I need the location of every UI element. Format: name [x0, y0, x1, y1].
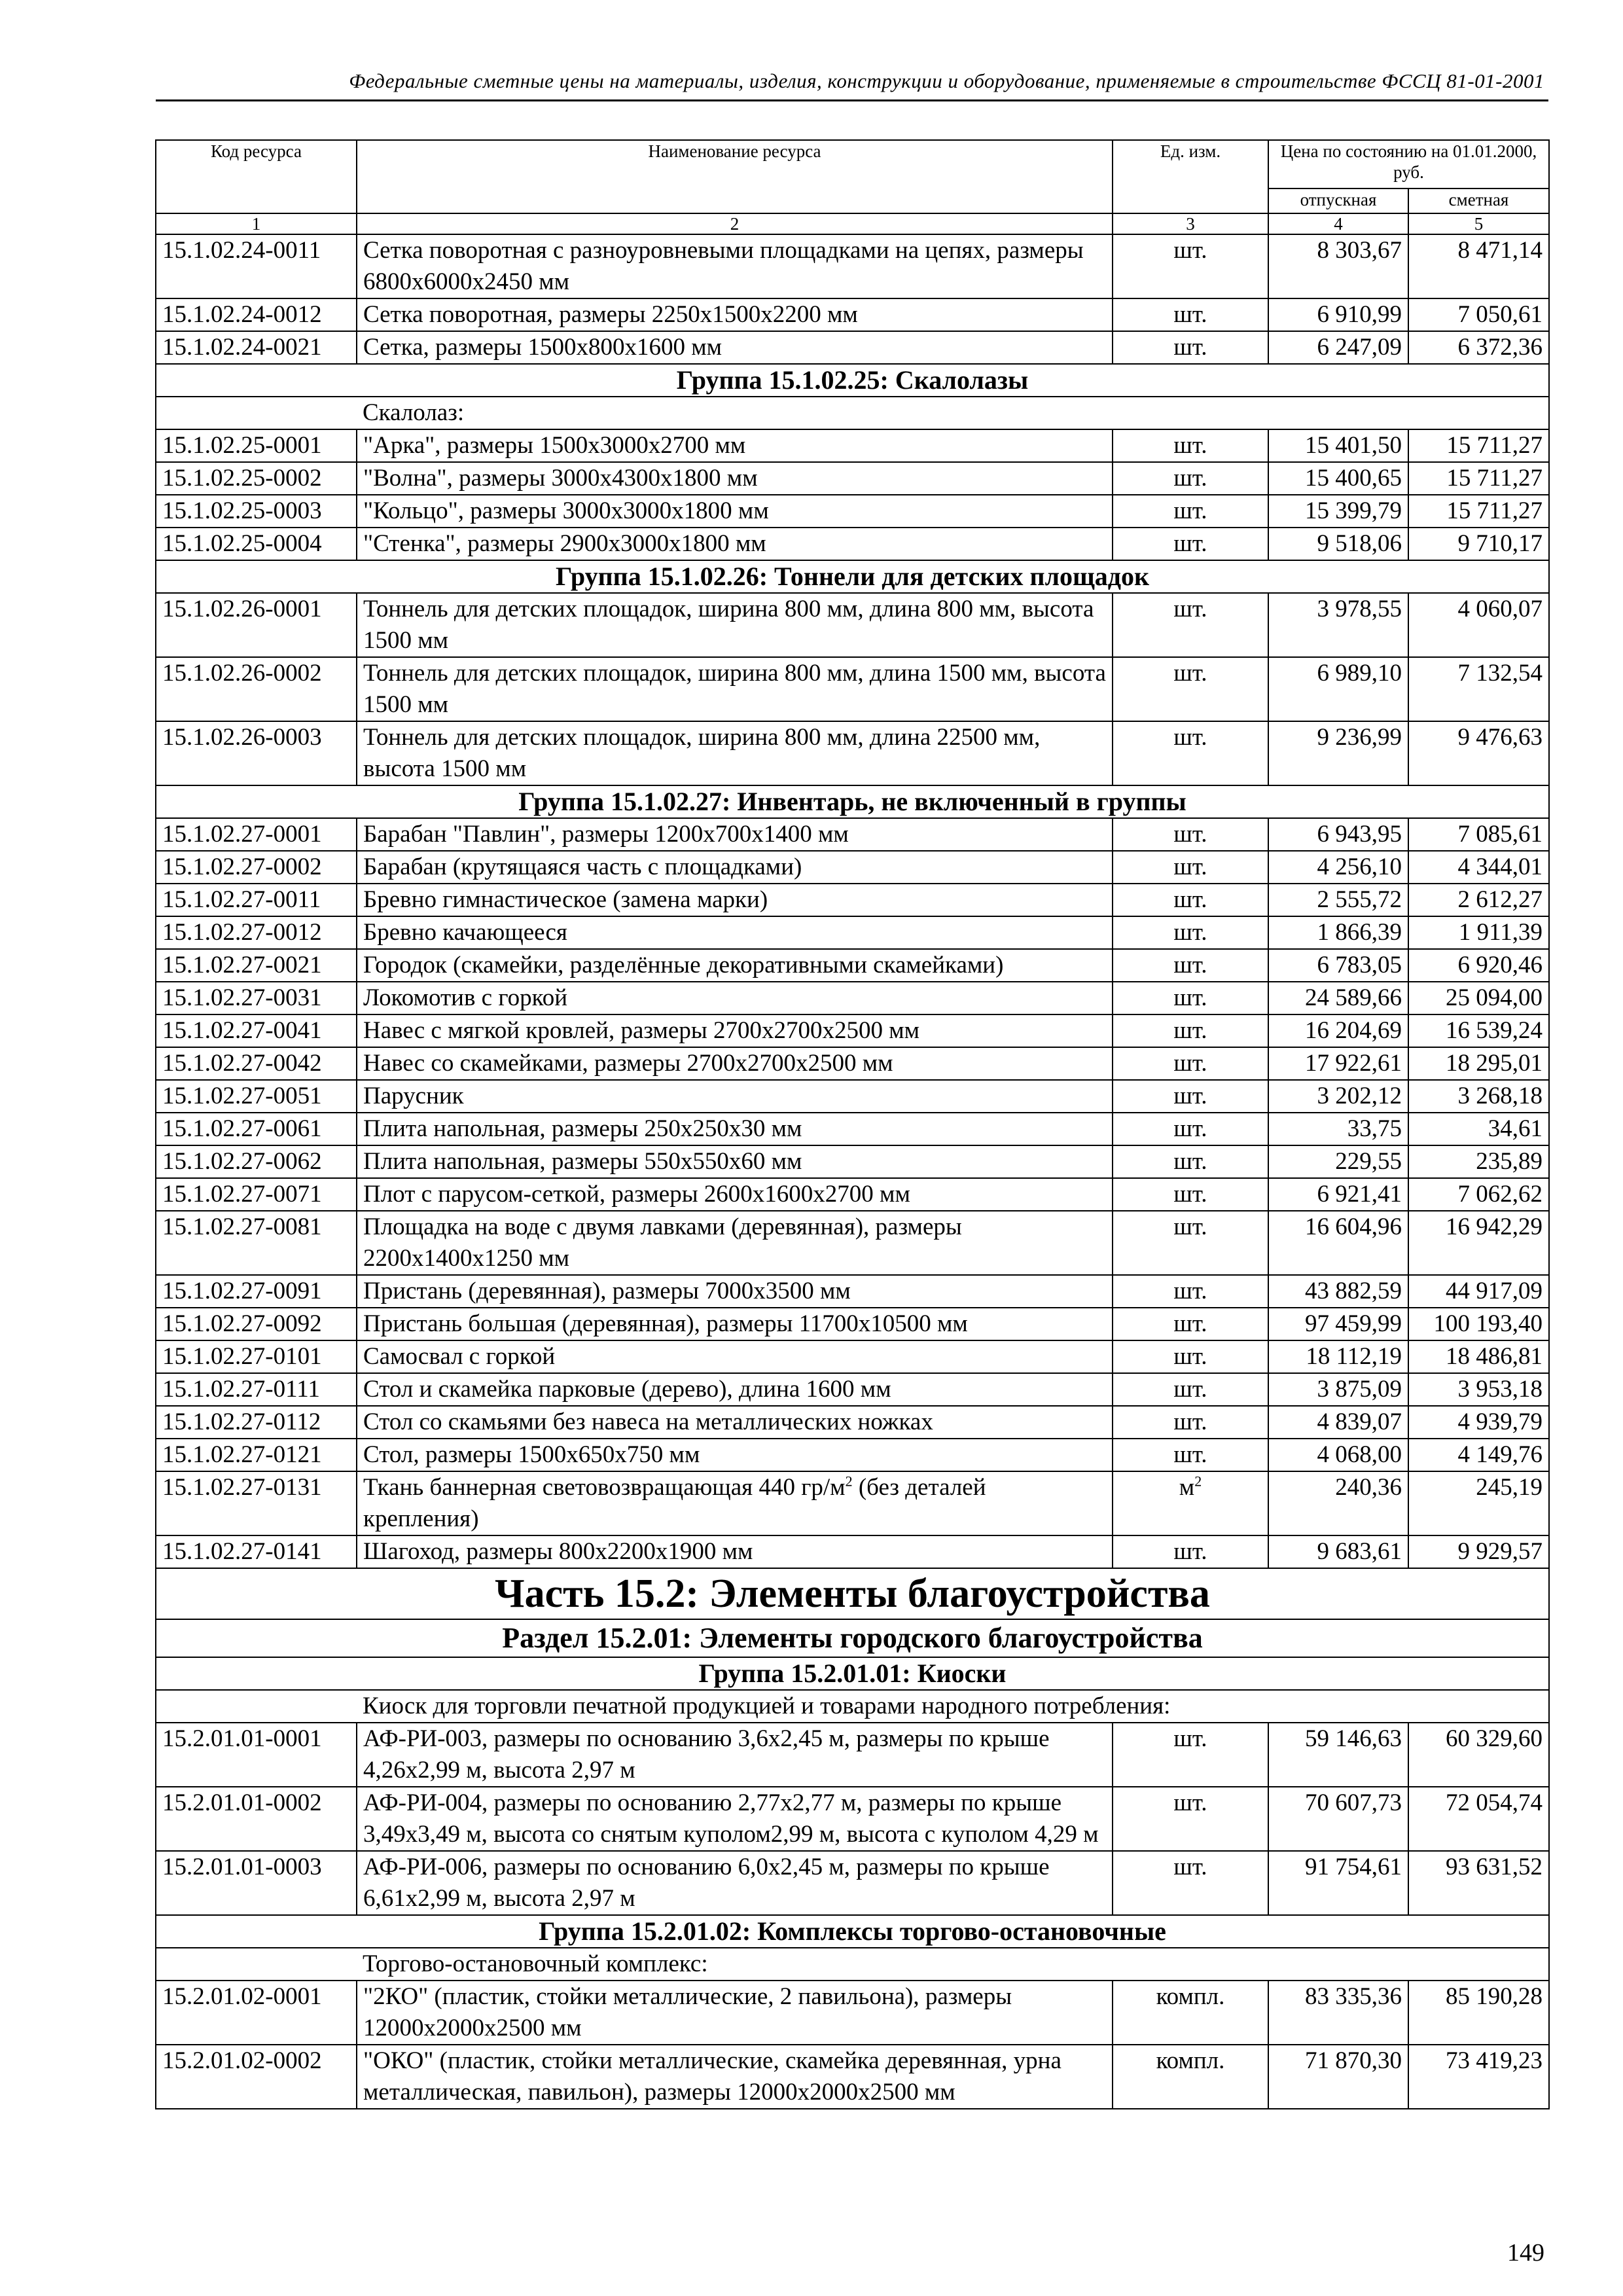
- resource-code: 15.1.02.27-0031: [156, 982, 357, 1014]
- price-table: [155, 139, 1550, 2109]
- resource-unit: шт.: [1113, 1373, 1268, 1406]
- release-price: 15 400,65: [1268, 462, 1408, 495]
- release-price: 15 401,50: [1268, 429, 1408, 462]
- header-release-price: отпускная: [1268, 188, 1408, 213]
- estimate-price: 15 711,27: [1408, 429, 1549, 462]
- resource-unit: шт.: [1113, 1275, 1268, 1308]
- part-heading: Часть 15.2: Элементы благоустройства: [156, 1568, 1549, 1619]
- subheading-row: [156, 1948, 1549, 1981]
- table-row: [156, 1340, 1549, 1373]
- resource-unit: шт.: [1113, 234, 1268, 298]
- resource-unit: шт.: [1113, 916, 1268, 949]
- resource-unit: шт.: [1113, 982, 1268, 1014]
- resource-code: 15.1.02.27-0021: [156, 949, 357, 982]
- estimate-price: 7 050,61: [1408, 298, 1549, 331]
- resource-code: 15.1.02.26-0002: [156, 657, 357, 721]
- estimate-price: 3 268,18: [1408, 1080, 1549, 1113]
- table-row: [156, 331, 1549, 364]
- resource-name: Ткань баннерная световозвращающая 440 $гр/м^2$ (без деталей крепления): [357, 1471, 1113, 1535]
- resource-code: 15.1.02.25-0003: [156, 495, 357, 528]
- estimate-price: 16 942,29: [1408, 1211, 1549, 1275]
- resource-code: 15.2.01.01-0002: [156, 1787, 357, 1851]
- column-number: 5: [1408, 213, 1549, 234]
- release-price: 1 866,39: [1268, 916, 1408, 949]
- resource-code: 15.1.02.27-0042: [156, 1047, 357, 1080]
- resource-unit: шт.: [1113, 1308, 1268, 1340]
- page-number: 149: [1507, 2239, 1544, 2267]
- resource-name: Сетка, размеры 1500х800х1600 мм: [357, 331, 1113, 364]
- table-row: [156, 1439, 1549, 1471]
- resource-name: АФ-РИ-004, размеры по основанию 2,77х2,77 м, размеры по крыше 3,49х3,49 м, высота со снятым куполом2,99 м, высота с куполом 4,29 м: [357, 1787, 1113, 1851]
- estimate-price: 2 612,27: [1408, 884, 1549, 916]
- release-price: 70 607,73: [1268, 1787, 1408, 1851]
- resource-name: Бревно гимнастическое (замена марки): [357, 884, 1113, 916]
- estimate-price: 100 193,40: [1408, 1308, 1549, 1340]
- resource-code: 15.1.02.27-0081: [156, 1211, 357, 1275]
- estimate-price: 34,61: [1408, 1113, 1549, 1145]
- resource-unit: шт.: [1113, 1340, 1268, 1373]
- release-price: 6 989,10: [1268, 657, 1408, 721]
- header-code: Код ресурса: [156, 140, 357, 213]
- subheading-text: Торгово-остановочный комплекс:: [357, 1948, 1549, 1981]
- resource-name: Барабан (крутящаяся часть с площадками): [357, 851, 1113, 884]
- subheading-text: Скалолаз:: [357, 397, 1549, 429]
- resource-unit: шт.: [1113, 1014, 1268, 1047]
- resource-code: 15.1.02.24-0012: [156, 298, 357, 331]
- table-row: [156, 2045, 1549, 2109]
- release-price: 9 518,06: [1268, 528, 1408, 560]
- resource-name: Пристань большая (деревянная), размеры 11700х10500 мм: [357, 1308, 1113, 1340]
- resource-code: 15.1.02.27-0011: [156, 884, 357, 916]
- table-row: [156, 1981, 1549, 2045]
- release-price: 6 943,95: [1268, 818, 1408, 851]
- resource-name: Барабан "Павлин", размеры 1200х700х1400 мм: [357, 818, 1113, 851]
- resource-unit: шт.: [1113, 1406, 1268, 1439]
- release-price: 229,55: [1268, 1145, 1408, 1178]
- resource-unit: $м^2$: [1113, 1471, 1268, 1535]
- resource-unit: шт.: [1113, 1178, 1268, 1211]
- resource-code: 15.2.01.02-0001: [156, 1981, 357, 2045]
- estimate-price: 235,89: [1408, 1145, 1549, 1178]
- resource-code: 15.1.02.27-0071: [156, 1178, 357, 1211]
- resource-name: "Арка", размеры 1500х3000х2700 мм: [357, 429, 1113, 462]
- table-row: [156, 1535, 1549, 1568]
- release-price: 33,75: [1268, 1113, 1408, 1145]
- table-row: [156, 593, 1549, 657]
- group-heading: Группа 15.1.02.25: Скалолазы: [156, 364, 1549, 397]
- table-row: [156, 495, 1549, 528]
- table-row: [156, 916, 1549, 949]
- release-price: 4 068,00: [1268, 1439, 1408, 1471]
- group-heading-row: [156, 364, 1549, 397]
- resource-unit: шт.: [1113, 1439, 1268, 1471]
- release-price: 6 910,99: [1268, 298, 1408, 331]
- group-heading-row: [156, 560, 1549, 593]
- column-number: 3: [1113, 213, 1268, 234]
- estimate-price: 72 054,74: [1408, 1787, 1549, 1851]
- resource-code: 15.1.02.25-0001: [156, 429, 357, 462]
- estimate-price: 60 329,60: [1408, 1723, 1549, 1787]
- resource-unit: шт.: [1113, 851, 1268, 884]
- table-row: [156, 818, 1549, 851]
- resource-unit: шт.: [1113, 721, 1268, 785]
- resource-unit: шт.: [1113, 429, 1268, 462]
- table-header-row: [156, 140, 1549, 188]
- estimate-price: 7 085,61: [1408, 818, 1549, 851]
- release-price: 6 247,09: [1268, 331, 1408, 364]
- subheading-text: Киоск для торговли печатной продукцией и товарами народного потребления:: [357, 1690, 1549, 1723]
- resource-name: АФ-РИ-003, размеры по основанию 3,6х2,45 м, размеры по крыше 4,26х2,99 м, высота 2,97 м: [357, 1723, 1113, 1787]
- release-price: 3 875,09: [1268, 1373, 1408, 1406]
- release-price: 16 604,96: [1268, 1211, 1408, 1275]
- column-number: 1: [156, 213, 357, 234]
- table-row: [156, 462, 1549, 495]
- resource-code: 15.2.01.02-0002: [156, 2045, 357, 2109]
- resource-name: Шагоход, размеры 800х2200х1900 мм: [357, 1535, 1113, 1568]
- table-row: [156, 949, 1549, 982]
- resource-unit: шт.: [1113, 1113, 1268, 1145]
- subheading-spacer: [156, 1690, 357, 1723]
- table-row: [156, 1723, 1549, 1787]
- estimate-price: 15 711,27: [1408, 495, 1549, 528]
- resource-unit: шт.: [1113, 949, 1268, 982]
- estimate-price: 9 710,17: [1408, 528, 1549, 560]
- release-price: 97 459,99: [1268, 1308, 1408, 1340]
- resource-name: Сетка поворотная с разноуровневыми площадками на цепях, размеры 6800х6000х2450 мм: [357, 234, 1113, 298]
- resource-name: Стол, размеры 1500х650х750 мм: [357, 1439, 1113, 1471]
- release-price: 3 202,12: [1268, 1080, 1408, 1113]
- table-row: [156, 1471, 1549, 1535]
- estimate-price: 4 149,76: [1408, 1439, 1549, 1471]
- resource-name: Стол со скамьями без навеса на металлических ножках: [357, 1406, 1113, 1439]
- table-row: [156, 657, 1549, 721]
- resource-name: "Стенка", размеры 2900х3000х1800 мм: [357, 528, 1113, 560]
- estimate-price: 3 953,18: [1408, 1373, 1549, 1406]
- resource-unit: шт.: [1113, 593, 1268, 657]
- subheading-row: [156, 1690, 1549, 1723]
- running-header: Федеральные сметные цены на материалы, изделия, конструкции и оборудование, применяемые в строительстве ФССЦ 81-01-2001: [349, 69, 1544, 92]
- resource-unit: шт.: [1113, 462, 1268, 495]
- table-body: [156, 234, 1549, 2109]
- release-price: 9 236,99: [1268, 721, 1408, 785]
- column-number: 2: [357, 213, 1113, 234]
- group-heading: Группа 15.1.02.27: Инвентарь, не включенный в группы: [156, 785, 1549, 818]
- resource-unit: шт.: [1113, 818, 1268, 851]
- estimate-price: 4 060,07: [1408, 593, 1549, 657]
- estimate-price: 93 631,52: [1408, 1851, 1549, 1915]
- resource-unit: шт.: [1113, 298, 1268, 331]
- resource-name: Городок (скамейки, разделённые декоративными скамейками): [357, 949, 1113, 982]
- table-row: [156, 528, 1549, 560]
- resource-name: Самосвал с горкой: [357, 1340, 1113, 1373]
- header-estimate-price: сметная: [1408, 188, 1549, 213]
- resource-unit: шт.: [1113, 1851, 1268, 1915]
- resource-code: 15.1.02.27-0041: [156, 1014, 357, 1047]
- group-heading-row: [156, 1657, 1549, 1690]
- table-row: [156, 1787, 1549, 1851]
- resource-name: Навес со скамейками, размеры 2700х2700х2500 мм: [357, 1047, 1113, 1080]
- resource-code: 15.1.02.27-0141: [156, 1535, 357, 1568]
- estimate-price: 18 295,01: [1408, 1047, 1549, 1080]
- resource-code: 15.1.02.27-0091: [156, 1275, 357, 1308]
- resource-name: Навес с мягкой кровлей, размеры 2700х2700х2500 мм: [357, 1014, 1113, 1047]
- section-heading-row: [156, 1619, 1549, 1657]
- group-heading-row: [156, 1915, 1549, 1948]
- estimate-price: 9 476,63: [1408, 721, 1549, 785]
- estimate-price: 15 711,27: [1408, 462, 1549, 495]
- resource-code: 15.1.02.27-0111: [156, 1373, 357, 1406]
- header-unit: Ед. изм.: [1113, 140, 1268, 213]
- group-heading-row: [156, 785, 1549, 818]
- table-row: [156, 1211, 1549, 1275]
- estimate-price: 4 344,01: [1408, 851, 1549, 884]
- resource-unit: шт.: [1113, 657, 1268, 721]
- release-price: 9 683,61: [1268, 1535, 1408, 1568]
- resource-name: "Кольцо", размеры 3000х3000х1800 мм: [357, 495, 1113, 528]
- release-price: 6 921,41: [1268, 1178, 1408, 1211]
- table-row: [156, 1080, 1549, 1113]
- estimate-price: 18 486,81: [1408, 1340, 1549, 1373]
- release-price: 6 783,05: [1268, 949, 1408, 982]
- resource-code: 15.1.02.27-0012: [156, 916, 357, 949]
- estimate-price: 16 539,24: [1408, 1014, 1549, 1047]
- table-row: [156, 234, 1549, 298]
- resource-name: "ОКО" (пластик, стойки металлические, скамейка деревянная, урна металлическая, павильон), размеры 12000х2000х2500 мм: [357, 2045, 1113, 2109]
- estimate-price: 1 911,39: [1408, 916, 1549, 949]
- resource-code: 15.1.02.27-0062: [156, 1145, 357, 1178]
- estimate-price: 9 929,57: [1408, 1535, 1549, 1568]
- release-price: 4 256,10: [1268, 851, 1408, 884]
- release-price: 83 335,36: [1268, 1981, 1408, 2045]
- resource-unit: шт.: [1113, 1145, 1268, 1178]
- resource-unit: шт.: [1113, 1787, 1268, 1851]
- resource-unit: шт.: [1113, 1211, 1268, 1275]
- release-price: 8 303,67: [1268, 234, 1408, 298]
- release-price: 24 589,66: [1268, 982, 1408, 1014]
- header-rule: [156, 99, 1548, 101]
- resource-name: Плот с парусом-сеткой, размеры 2600х1600х2700 мм: [357, 1178, 1113, 1211]
- release-price: 4 839,07: [1268, 1406, 1408, 1439]
- resource-unit: шт.: [1113, 1080, 1268, 1113]
- resource-code: 15.1.02.27-0061: [156, 1113, 357, 1145]
- resource-name: "2КО" (пластик, стойки металлические, 2 павильона), размеры 12000х2000х2500 мм: [357, 1981, 1113, 2045]
- resource-unit: шт.: [1113, 528, 1268, 560]
- release-price: 17 922,61: [1268, 1047, 1408, 1080]
- resource-code: 15.1.02.27-0121: [156, 1439, 357, 1471]
- table-row: [156, 1014, 1549, 1047]
- subheading-row: [156, 397, 1549, 429]
- table-row: [156, 1851, 1549, 1915]
- resource-code: 15.1.02.26-0001: [156, 593, 357, 657]
- table-row: [156, 1178, 1549, 1211]
- resource-code: 15.1.02.26-0003: [156, 721, 357, 785]
- resource-code: 15.1.02.27-0051: [156, 1080, 357, 1113]
- table-row: [156, 1275, 1549, 1308]
- resource-unit: шт.: [1113, 884, 1268, 916]
- resource-unit: шт.: [1113, 331, 1268, 364]
- resource-code: 15.1.02.27-0002: [156, 851, 357, 884]
- table-row: [156, 1113, 1549, 1145]
- release-price: 2 555,72: [1268, 884, 1408, 916]
- release-price: 91 754,61: [1268, 1851, 1408, 1915]
- header-name: Наименование ресурса: [357, 140, 1113, 213]
- resource-unit: компл.: [1113, 2045, 1268, 2109]
- table-row: [156, 851, 1549, 884]
- resource-name: Тоннель для детских площадок, ширина 800 мм, длина 1500 мм, высота 1500 мм: [357, 657, 1113, 721]
- table-row: [156, 721, 1549, 785]
- resource-name: "Волна", размеры 3000х4300х1800 мм: [357, 462, 1113, 495]
- subheading-spacer: [156, 1948, 357, 1981]
- resource-code: 15.1.02.24-0011: [156, 234, 357, 298]
- table-row: [156, 982, 1549, 1014]
- resource-unit: шт.: [1113, 1047, 1268, 1080]
- estimate-price: 6 920,46: [1408, 949, 1549, 982]
- resource-name: Площадка на воде с двумя лавками (деревянная), размеры 2200х1400х1250 мм: [357, 1211, 1113, 1275]
- release-price: 59 146,63: [1268, 1723, 1408, 1787]
- part-heading-row: [156, 1568, 1549, 1619]
- release-price: 15 399,79: [1268, 495, 1408, 528]
- resource-unit: компл.: [1113, 1981, 1268, 2045]
- resource-code: 15.1.02.25-0002: [156, 462, 357, 495]
- resource-code: 15.1.02.27-0101: [156, 1340, 357, 1373]
- resource-code: 15.2.01.01-0003: [156, 1851, 357, 1915]
- table-row: [156, 1047, 1549, 1080]
- estimate-price: 73 419,23: [1408, 2045, 1549, 2109]
- resource-name: Тоннель для детских площадок, ширина 800 мм, длина 800 мм, высота 1500 мм: [357, 593, 1113, 657]
- resource-code: 15.2.01.01-0001: [156, 1723, 357, 1787]
- table-row: [156, 1373, 1549, 1406]
- estimate-price: 7 062,62: [1408, 1178, 1549, 1211]
- resource-code: 15.1.02.27-0131: [156, 1471, 357, 1535]
- estimate-price: 85 190,28: [1408, 1981, 1549, 2045]
- resource-code: 15.1.02.24-0021: [156, 331, 357, 364]
- resource-code: 15.1.02.25-0004: [156, 528, 357, 560]
- resource-name: Бревно качающееся: [357, 916, 1113, 949]
- estimate-price: 6 372,36: [1408, 331, 1549, 364]
- release-price: 3 978,55: [1268, 593, 1408, 657]
- release-price: 16 204,69: [1268, 1014, 1408, 1047]
- resource-unit: шт.: [1113, 1535, 1268, 1568]
- release-price: 71 870,30: [1268, 2045, 1408, 2109]
- table-row: [156, 884, 1549, 916]
- release-price: 43 882,59: [1268, 1275, 1408, 1308]
- estimate-price: 245,19: [1408, 1471, 1549, 1535]
- table-row: [156, 298, 1549, 331]
- header-price: Цена по состоянию на 01.01.2000, руб.: [1268, 140, 1549, 188]
- estimate-price: 7 132,54: [1408, 657, 1549, 721]
- estimate-price: 25 094,00: [1408, 982, 1549, 1014]
- group-heading: Группа 15.2.01.02: Комплексы торгово-остановочные: [156, 1915, 1549, 1948]
- subheading-spacer: [156, 397, 357, 429]
- resource-unit: шт.: [1113, 495, 1268, 528]
- resource-name: Плита напольная, размеры 550х550х60 мм: [357, 1145, 1113, 1178]
- release-price: 240,36: [1268, 1471, 1408, 1535]
- resource-name: АФ-РИ-006, размеры по основанию 6,0х2,45 м, размеры по крыше 6,61х2,99 м, высота 2,97 м: [357, 1851, 1113, 1915]
- table-row: [156, 1406, 1549, 1439]
- section-heading: Раздел 15.2.01: Элементы городского благоустройства: [156, 1619, 1549, 1657]
- resource-name: Плита напольная, размеры 250х250х30 мм: [357, 1113, 1113, 1145]
- resource-name: Локомотив с горкой: [357, 982, 1113, 1014]
- resource-name: Стол и скамейка парковые (дерево), длина 1600 мм: [357, 1373, 1113, 1406]
- resource-code: 15.1.02.27-0092: [156, 1308, 357, 1340]
- resource-name: Тоннель для детских площадок, ширина 800 мм, длина 22500 мм, высота 1500 мм: [357, 721, 1113, 785]
- resource-unit: шт.: [1113, 1723, 1268, 1787]
- column-number-row: [156, 213, 1549, 234]
- resource-code: 15.1.02.27-0001: [156, 818, 357, 851]
- column-number: 4: [1268, 213, 1408, 234]
- group-heading: Группа 15.1.02.26: Тоннели для детских площадок: [156, 560, 1549, 593]
- release-price: 18 112,19: [1268, 1340, 1408, 1373]
- resource-name: Сетка поворотная, размеры 2250х1500х2200 мм: [357, 298, 1113, 331]
- resource-code: 15.1.02.27-0112: [156, 1406, 357, 1439]
- estimate-price: 4 939,79: [1408, 1406, 1549, 1439]
- table-row: [156, 1145, 1549, 1178]
- resource-name: Парусник: [357, 1080, 1113, 1113]
- estimate-price: 8 471,14: [1408, 234, 1549, 298]
- estimate-price: 44 917,09: [1408, 1275, 1549, 1308]
- table-row: [156, 429, 1549, 462]
- resource-name: Пристань (деревянная), размеры 7000х3500 мм: [357, 1275, 1113, 1308]
- table-row: [156, 1308, 1549, 1340]
- group-heading: Группа 15.2.01.01: Киоски: [156, 1657, 1549, 1690]
